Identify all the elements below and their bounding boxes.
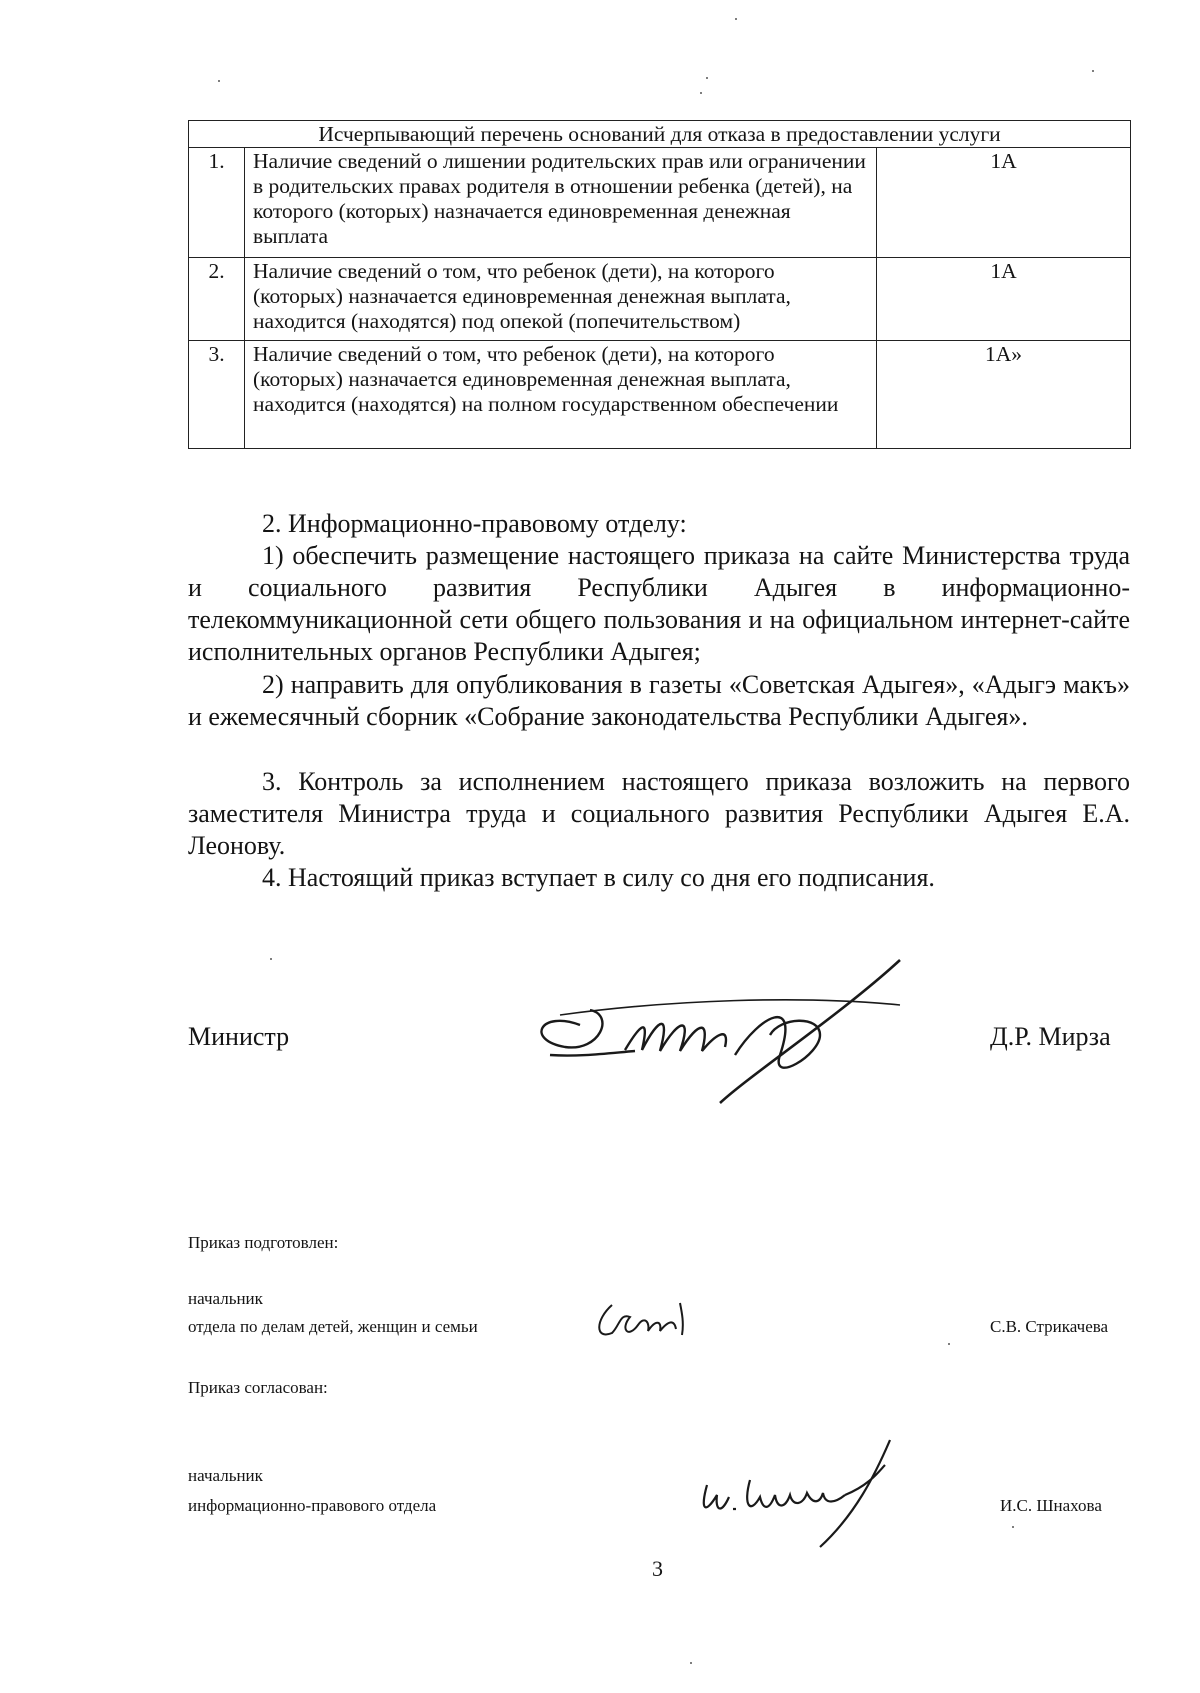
row-code: 1А xyxy=(877,258,1131,341)
paragraph-effective-date: 4. Настоящий приказ вступает в силу со дня его подписания. xyxy=(262,863,935,892)
row-code: 1А» xyxy=(877,341,1131,449)
signatory-title: Министр xyxy=(188,1022,290,1051)
scan-speck xyxy=(270,958,272,960)
minister-signature xyxy=(520,955,910,1115)
approver-name: И.С. Шнахова xyxy=(1000,1496,1102,1515)
agreed-label: Приказ согласован: xyxy=(188,1378,328,1397)
scan-speck xyxy=(218,80,220,82)
scan-speck xyxy=(948,1343,950,1345)
preparer-name: С.В. Стрикачева xyxy=(990,1317,1109,1336)
paragraph-control: 3. Контроль за исполнением настоящего приказа возложить на первого заместителя Министра труда и социального развития Республики Адыгея Е.А. Леонову. xyxy=(188,767,1130,860)
scan-speck xyxy=(735,18,737,20)
agreed-position-line2: информационно-правового отдела xyxy=(188,1496,437,1515)
table-row xyxy=(189,148,1131,258)
row-text: Наличие сведений о том, что ребенок (дети), на которого (которых) назначается единовременная денежная выплата, находится (находятся) на полном государственном обеспечении xyxy=(245,341,877,449)
row-number: 2. xyxy=(189,258,245,341)
paragraph-info-legal-department: 2. Информационно-правовому отделу: xyxy=(262,509,687,538)
scan-speck xyxy=(1092,70,1094,72)
prepared-position-line2: отдела по делам детей, женщин и семьи xyxy=(188,1317,478,1336)
table-row xyxy=(189,341,1131,449)
signatory-name: Д.Р. Мирза xyxy=(990,1022,1111,1051)
page-number: 3 xyxy=(652,1556,663,1581)
approver-signature xyxy=(695,1435,895,1555)
scan-speck xyxy=(690,1662,692,1664)
row-text: Наличие сведений о лишении родительских прав или ограничении в родительских правах родителя в отношении ребенка (детей), на которого (которых) назначается единовременная денежная выплата xyxy=(245,148,877,258)
agreed-position-line1: начальник xyxy=(188,1466,263,1485)
table-row xyxy=(189,258,1131,341)
row-number: 3. xyxy=(189,341,245,449)
row-number: 1. xyxy=(189,148,245,258)
row-text: Наличие сведений о том, что ребенок (дети), на которого (которых) назначается единовременная денежная выплата, находится (находятся) под опекой (попечительством) xyxy=(245,258,877,341)
scan-speck xyxy=(700,92,702,94)
prepared-label: Приказ подготовлен: xyxy=(188,1233,339,1252)
scan-speck xyxy=(1012,1526,1014,1528)
paragraph-newspaper-publication: 2) направить для опубликования в газеты «Советская Адыгея», «Адыгэ макъ» и ежемесячный сборник «Собрание законодательства Республики Адыгея». xyxy=(188,670,1130,731)
scan-speck xyxy=(706,77,708,79)
preparer-signature xyxy=(590,1295,700,1345)
row-code: 1А xyxy=(877,148,1131,258)
refusal-grounds-table xyxy=(188,120,1131,449)
paragraph-website-publication: 1) обеспечить размещение настоящего приказа на сайте Министерства труда и социального развития Республики Адыгея в информационно-телекоммуникационной сети общего пользования и на официальном интернет-сайте исполнительных органов Республики Адыгея; xyxy=(188,541,1130,666)
prepared-position-line1: начальник xyxy=(188,1289,263,1308)
table-header: Исчерпывающий перечень оснований для отказа в предоставлении услуги xyxy=(189,121,1131,148)
table-header-row xyxy=(189,121,1131,148)
